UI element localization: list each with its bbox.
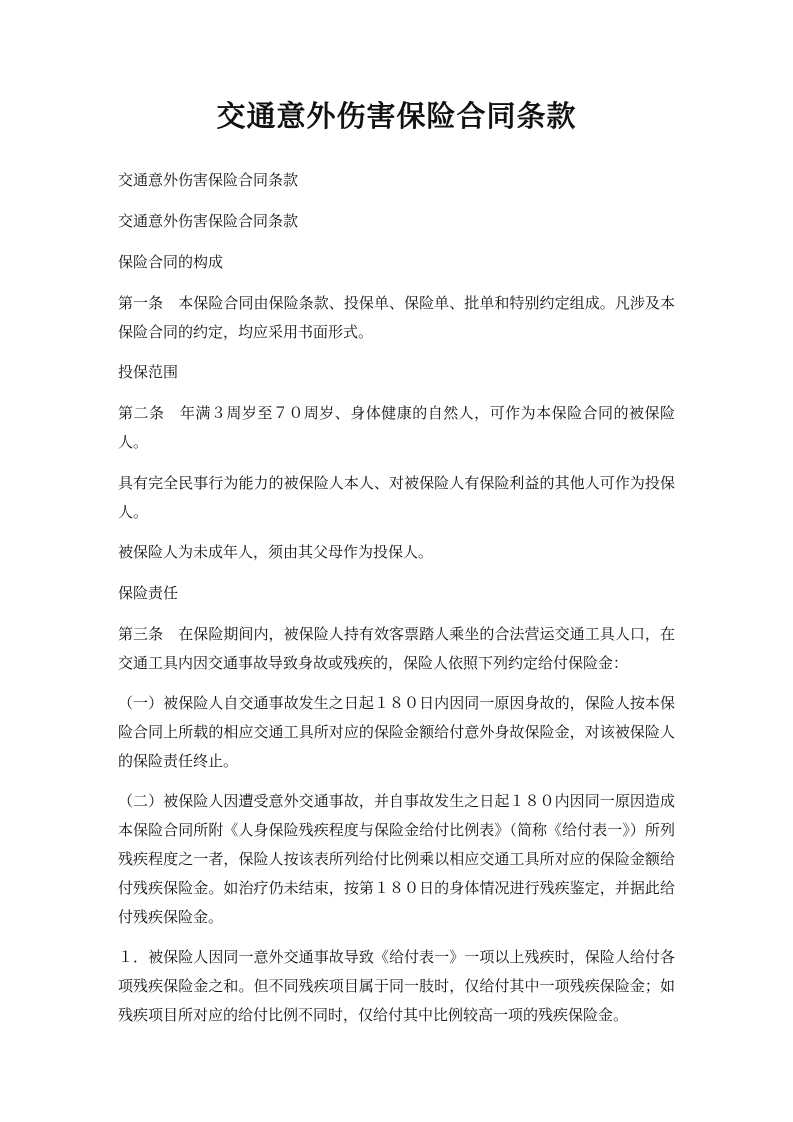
article-paragraph: 第三条 在保险期间内，被保险人持有效客票踏人乘坐的合法营运交通工具人口，在交通工具内因交通事故导致身故或残疾的，保险人依照下列约定给付保险金： [118, 625, 675, 672]
subtitle-line: 交通意外伤害保险合同条款 [118, 171, 299, 189]
document-body [118, 166, 675, 1030]
list-item-paragraph: １．被保险人因同一意外交通事故导致《给付表一》一项以上残疾时，保险人给付各项残疾保险金之和。但不同残疾项目属于同一肢时，仅给付其中一项残疾保险金；如残疾项目所对应的给付比例不同时，仅给付其中比例较高一项的残疾保险金。 [118, 948, 675, 1024]
section-heading: 投保范围 [118, 363, 179, 381]
section-heading: 保险合同的构成 [118, 253, 224, 271]
clause-paragraph: （二）被保险人因遭受意外交通事故，并自事故发生之日起１８０内因同一原因造成本保险合同所附《人身保险残疾程度与保险金给付比例表》（简称《给付表一》）所列残疾程度之一者，保险人按该表所列给付比例乘以相应交通工具所对应的保险金额给付残疾保险金。如治疗仍未结束，按第１８０日的身体情况进行残疾鉴定，并据此给付残疾保险金。 [118, 792, 675, 926]
body-paragraph: 具有完全民事行为能力的被保险人本人、对被保险人有保险利益的其他人可作为投保人。 [118, 474, 675, 521]
subtitle-line: 交通意外伤害保险合同条款 [118, 212, 299, 230]
article-paragraph: 第一条 本保险合同由保险条款、投保单、保险单、批单和特别约定组成。凡涉及本保险合同的约定，均应采用书面形式。 [118, 294, 675, 341]
body-paragraph: 被保险人为未成年人，须由其父母作为投保人。 [118, 543, 434, 561]
section-heading: 保险责任 [118, 584, 179, 602]
clause-paragraph: （一）被保险人自交通事故发生之日起１８０日内因同一原因身故的，保险人按本保险合同上所载的相应交通工具所对应的保险金额给付意外身故保险金，对该被保险人的保险责任终止。 [118, 694, 675, 770]
article-paragraph: 第二条 年满３周岁至７０周岁、身体健康的自然人，可作为本保险合同的被保险人。 [118, 404, 675, 451]
document-title: 交通意外伤害保险合同条款 [216, 99, 577, 133]
